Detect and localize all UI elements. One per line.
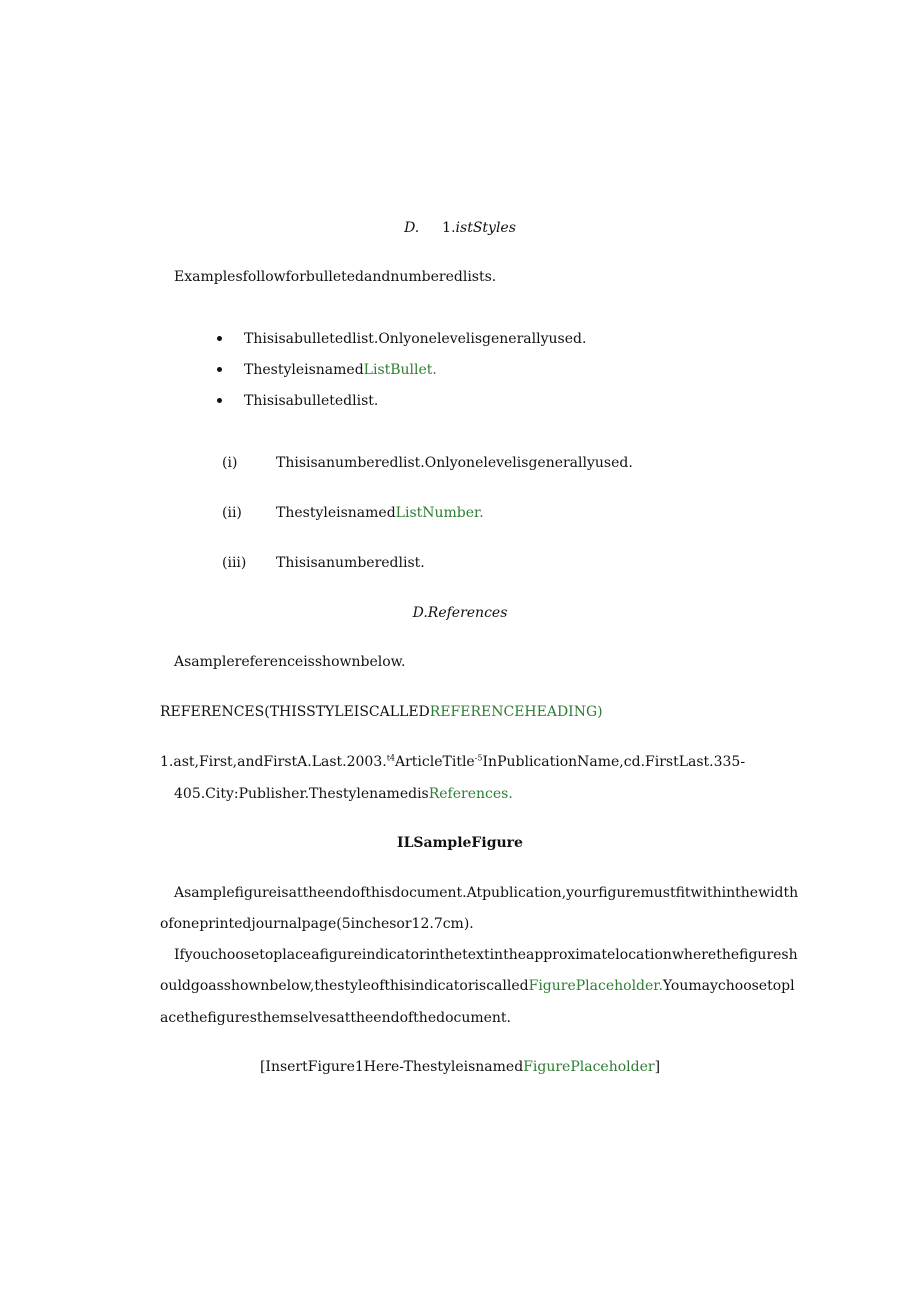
bullet-text: Thisisabulletedlist. [244,393,379,409]
placeholder-style: FigurePlaceholder [523,1059,655,1075]
heading-title: istStyles [455,220,516,236]
placeholder-text: [InsertFigure1Here-Thestyleisnamed [259,1059,524,1075]
numbered-item [276,553,425,573]
references-label-style: REFERENCEHEADING) [429,704,603,720]
reference-title: ArticleTitle [395,754,475,770]
numbered-style: ListNumber. [395,505,484,521]
numbered-label: (ii) [222,505,242,521]
references-intro: Asamplereferenceisshownbelow. [174,654,406,670]
reference-authors: 1.ast,First,andFirstA.Last.2003. [160,754,387,770]
numbered-label: (iii) [222,555,247,571]
heading-prefix: D. [404,220,420,236]
reference-entry-line2 [174,784,513,804]
figure-para2-text: Youmaychoosetopl [662,978,795,994]
figure-para2-line: acethefiguresthemselvesattheendofthedocument. [160,1010,512,1026]
references-heading: D.References [412,605,508,621]
bullet-item [244,329,586,349]
numbered-text: Thestyleisnamed [276,505,396,521]
figure-para1-line: Asamplefigureisattheendofthisdocument.Atpublication,yourfiguremustfitwithinthewidth [174,885,799,901]
reference-footnote-mark: -5 [474,753,483,763]
figure-para2-style: FigurePlaceholder. [528,978,663,994]
numbered-label: (i) [222,455,238,471]
references-label-text: REFERENCES(THISSTYLEISCALLED [160,704,430,720]
figure-para1-line: ofoneprintedjournalpage(5inchesor12.7cm). [160,916,474,932]
bullet-icon [216,391,224,411]
reference-city: 405.City:Publisher.Thestylenamedis [174,786,429,802]
list-intro: Examplesfollowforbulletedandnumberedlists. [174,269,497,285]
bullet-text: Thisisabulletedlist.Onlyonelevelisgenerallyused. [244,331,587,347]
list-styles-heading [0,218,920,238]
figure-para2-line [160,976,795,996]
figure-para2-line: Ifyouchoosetoplaceafigureindicatorinthetextintheapproximatelocationwherethefiguresh [174,947,798,963]
numbered-text: Thisisanumberedlist.Onlyonelevelisgenerallyused. [276,455,633,471]
figure-placeholder [0,1057,920,1077]
bullet-text: Thestyleisnamed [244,362,364,378]
bullet-icon [216,329,224,349]
bullet-item [244,391,378,411]
references-label [160,702,603,722]
bullet-icon [216,360,224,380]
numbered-item [276,453,633,473]
reference-publication: InPublicationName,cd.FirstLast.335- [482,754,746,770]
bullet-style: ListBullet. [363,362,437,378]
figure-para2-text: ouldgoasshownbelow,thestyleofthisindicatoriscalled [160,978,529,994]
reference-entry-line1 [160,752,745,772]
placeholder-bracket: ] [654,1059,661,1075]
bullet-item [244,360,437,380]
reference-style: References. [428,786,513,802]
numbered-text: Thisisanumberedlist. [276,555,425,571]
heading-number: 1. [442,220,456,236]
figure-heading: ILSampleFigure [397,835,523,851]
numbered-item [276,503,484,523]
reference-footnote-mark: t4 [386,753,395,763]
